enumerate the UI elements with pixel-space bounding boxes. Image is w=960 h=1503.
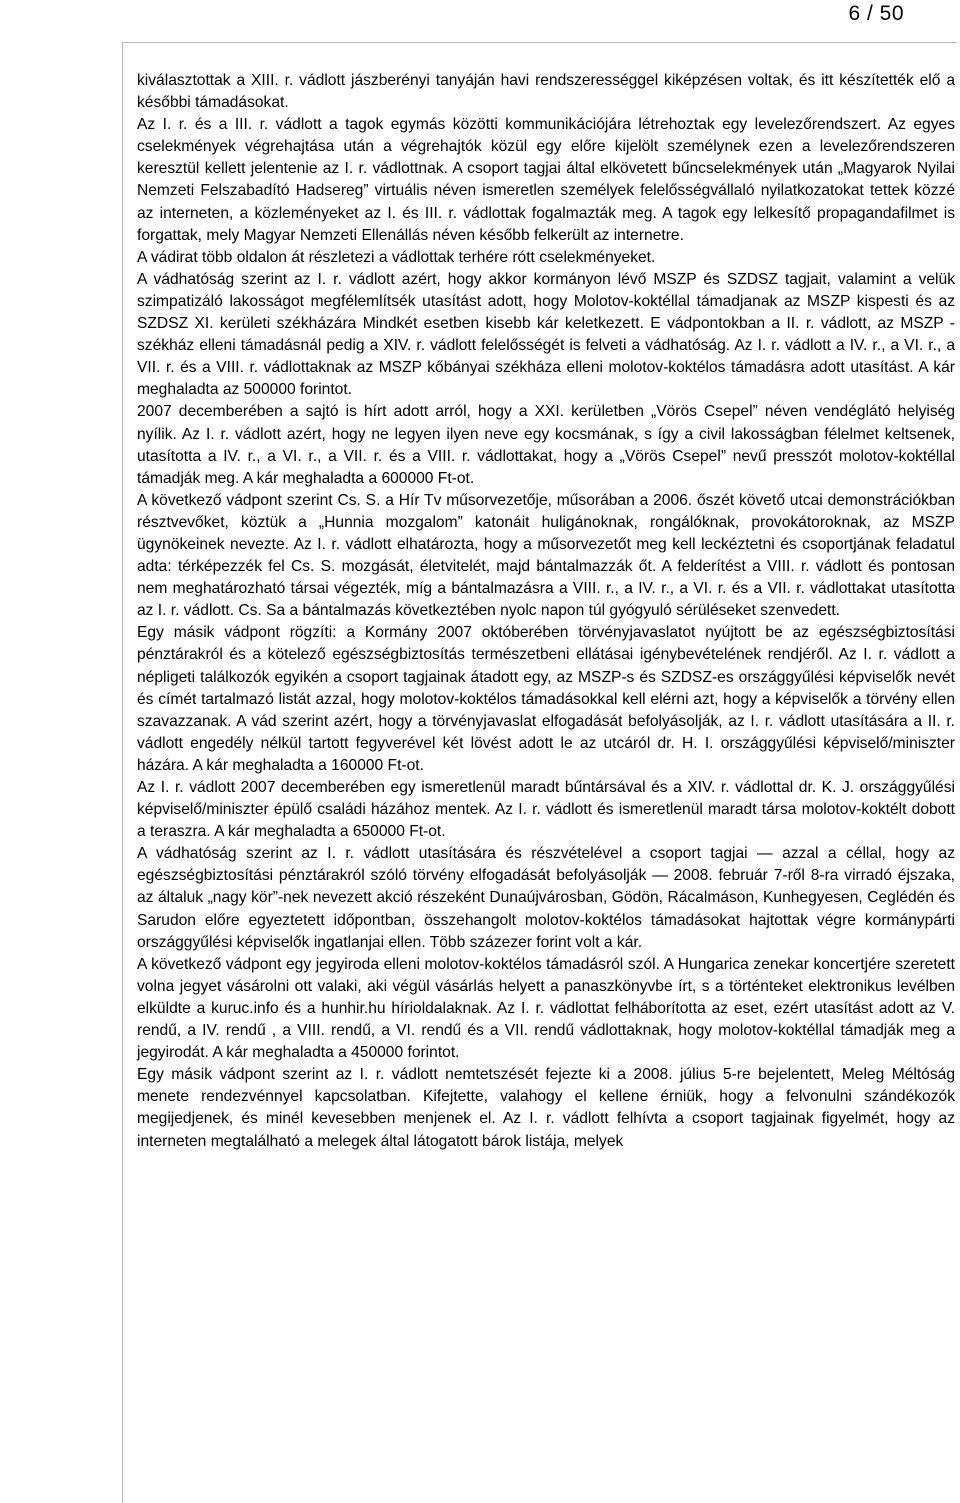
paragraph: A vádhatóság szerint az I. r. vádlott azért, hogy akkor kormányon lévő MSZP és SZDSZ tagjait, valamint a velük szimpatizáló lakosságot megfélemlítsék utasítást adott, hogy Molotov-koktéllal támadjanak az MSZP kispesti és az SZDSZ XI. kerületi székházára Mindkét esetben kisebb kár keletkezett. E vádpontokban a II. r. vádlott, az MSZP -székház elleni támadásnál pedig a XIV. r. vádlott felelősségét is felveti a vádhatóság. Az I. r. vádlott a IV. r., a VI. r., a VII. r. és a VIII. r. vádlottaknak az MSZP kőbányai székháza elleni molotov-koktélos támadásra adott utasítást. A kár meghaladta az 500000 forintot. [137, 270, 955, 399]
paragraph: Egy másik vádpont szerint az I. r. vádlott nemtetszését fejezte ki a 2008. július 5-re bejelentett, Meleg Méltóság menete rendezvénnyel kapcsolatban. Kifejtette, valahogy el kellene érniük, hogy a felvonulni szándékozók megijedjenek, és minél kevesebben menjenek el. Az I. r. vádlott felhívta a csoport tagjainak figyelmét, hogy az interneten megtalálható a melegek által látogatott bárok listája, melyek [137, 1066, 955, 1150]
paragraph: kiválasztottak a XIII. r. vádlott jászberényi tanyáján havi rendszerességgel kiképzésen voltak, és itt készítették elő a későbbi támadásokat. [137, 72, 955, 112]
paragraph: Az I. r. vádlott 2007 decemberében egy ismeretlenül maradt bűntársával és a XIV. r. vádlottal dr. K. J. országgyűlési képviselő/miniszter épülő családi házához mentek. Az I. r. vádlott és ismeretlenül maradt társa molotov-koktélt dobott a teraszra. A kár meghaladta a 650000 Ft-ot. [137, 779, 955, 841]
paragraph: A következő vádpont szerint Cs. S. a Hír Tv műsorvezetője, műsorában a 2006. őszét követő utcai demonstrációkban résztvevőket, köztük a „Hunnia mozgalom” katonáit huligánoknak, rongálóknak, provokátoroknak, az MSZP ügynökeinek nevezte. Az I. r. vádlott elhatározta, hogy a műsorvezetőt meg kell leckéztetni és csoportjának feladatul adta: térképezzék fel Cs. S. mozgását, életvitelét, majd bántalmazzák őt. A felderítést a VIII. r. vádlott és pontosan nem meghatározható társai végezték, míg a bántalmazásra a VIII. r., a IV. r., a VI. r. és a VII. r. vádlottakat utasította az I. r. vádlott. Cs. Sa a bántalmazás következtében nyolc napon túl gyógyuló sérüléseket szenvedett. [137, 491, 955, 620]
paragraph: 2007 decemberében a sajtó is hírt adott arról, hogy a XXI. kerületben „Vörös Csepel” néven vendéglátó helyiség nyílik. Az I. r. vádlott azért, hogy ne legyen ilyen neve egy kocsmának, s így a civil lakosságban félelmet keltsenek, utasította a IV. r., a VI. r., a VII. r. és a VIII. r. vádlottakat, hogy a „Vörös Csepel” nevű presszót molotov-koktéllal támadják meg. A kár meghaladta a 600000 Ft-ot. [137, 403, 955, 487]
paragraph: A vádhatóság szerint az I. r. vádlott utasítására és részvételével a csoport tagjai — azzal a céllal, hogy az egészségbiztosítási pénztárakról szóló törvény elfogadását befolyásolják — 2008. február 7-ről 8-ra virradó éjszaka, az általuk „nagy kör”-nek nevezett akció részeként Dunaújvárosban, Gödön, Rácalmáson, Kunhegyesen, Ceglédén és Sarudon előre egyeztetett időpontban, összehangolt molotov-koktélos támadásokat hajtottak végre kormánypárti országgyűlési képviselők ingatlanjai ellen. Több százezer forint volt a kár. [137, 845, 955, 951]
paragraph: A vádirat több oldalon át részletezi a vádlottak terhére rótt cselekményeket. [137, 248, 656, 266]
paragraph: Egy másik vádpont rögzíti: a Kormány 2007 októberében törvényjavaslatot nyújtott be az egészségbiztosítási pénztárakról és a kötelező egészségbiztosítás természetbeni ellátásai igénybevételének rendjéről. Az I. r. vádlott a népligeti találkozók egyikén a csoport tagjainak átadott egy, az MSZP-s és SZDSZ-es országgyűlési képviselők nevét és címét tartalmazó listát azzal, hogy molotov-koktélos támadásokkal kell elérni azt, hogy a képviselők a törvény ellen szavazzanak. A vád szerint azért, hogy a törvényjavaslat elfogadását befolyásolják, az I. r. vádlott utasítására a II. r. vádlott engedély nélkül tartott fegyverével két lövést adott le az utcáról dr. H. I. országgyűlési képviselő/miniszter házára. A kár meghaladta a 160000 Ft-ot. [137, 624, 955, 774]
document-body [137, 70, 955, 1153]
paragraph: Az I. r. és a III. r. vádlott a tagok egymás közötti kommunikációjára létrehoztak egy levelezőrendszert. Az egyes cselekmények végrehajtása után a végrehajtók közül egy előre kijelölt személynek ezen a levelezőrendszeren keresztül kellett jelentenie az I. r. vádlottnak. A csoport tagjai által elkövetett bűncselekmények után „Magyarok Nyilai Nemzeti Felszabadító Hadsereg” virtuális néven ismeretlen személyek felelősségvállaló nyilatkozatokat tettek közzé az interneten, a közleményeket az I. és III. r. vádlottak fogalmazták meg. A tagok egy lelkesítő propagandafilmet is forgattak, mely Magyar Nemzeti Ellenállás néven később felkerült az internetre. [137, 116, 955, 244]
paragraph: A következő vádpont egy jegyiroda elleni molotov-koktélos támadásról szól. A Hungarica zenekar koncertjére szeretett volna jegyet vásárolni ott valaki, aki végül vásárlás helyett a panaszkönyvbe írt, s a történteket elektronikus levélben elküldte a kuruc.info és a hunhir.hu hírioldalaknak. Az I. r. vádlottat felháborította az eset, ezért utasítást adott az V. rendű, a IV. rendű , a VIII. rendű, a VI. rendű és a VII. rendű vádlottaknak, hogy molotov-koktéllal támadják meg a jegyirodát. A kár meghaladta a 450000 forintot. [137, 955, 955, 1062]
page-number: 6 / 50 [848, 2, 904, 25]
